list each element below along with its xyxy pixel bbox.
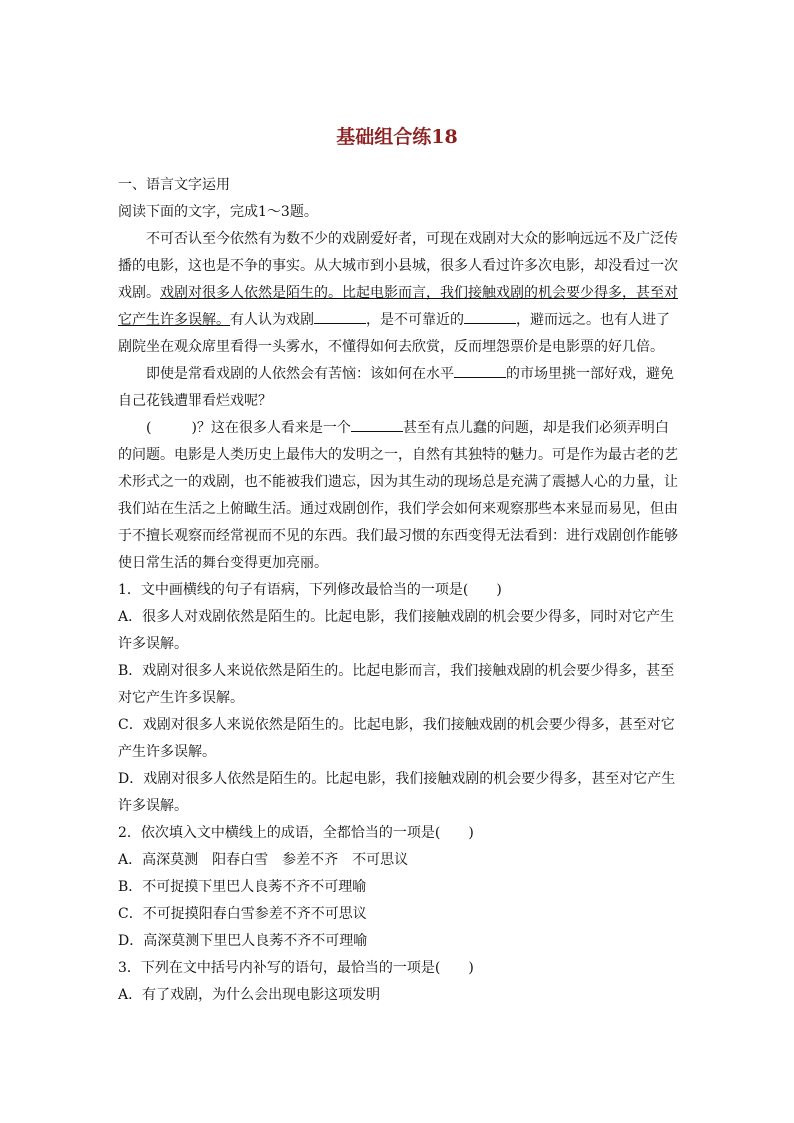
- document-body: [118, 172, 678, 1009]
- passage-text: 即使是常看戏剧的人依然会有苦恼：该如何在水平: [146, 366, 454, 382]
- page-title: 基础组合练18: [336, 126, 458, 148]
- passage-paragraph-2: [118, 361, 678, 415]
- section-heading: 一、语言文字运用: [118, 177, 230, 193]
- question-1-stem: 1．文中画横线的句子有语病，下列修改最恰当的一项是( ): [118, 582, 502, 598]
- question-2-option-a: A．高深莫测 阳春白雪 参差不齐 不可思议: [118, 852, 409, 868]
- passage-text: ，是不可靠近的: [366, 312, 464, 328]
- question-1-option-b: B．戏剧对很多人来说依然是陌生的。比起电影而言，我们接触戏剧的机会要少得多，甚至对它产生许多误解。: [118, 663, 675, 706]
- question-1-option-c: C．戏剧对很多人来说依然是陌生的。比起电影，我们接触戏剧的机会要少得多，甚至对它产生许多误解。: [118, 717, 675, 760]
- question-2-option-d: D．高深莫测下里巴人良莠不齐不可理喻: [118, 933, 368, 949]
- question-1-option-d: D．戏剧对很多人依然是陌生的。比起电影，我们接触戏剧的机会要少得多，甚至对它产生许多误解。: [118, 771, 676, 814]
- question-1-option-a: A．很多人对戏剧依然是陌生的。比起电影，我们接触戏剧的机会要少得多，同时对它产生许多误解。: [118, 609, 675, 652]
- instruction-text: 阅读下面的文字，完成1～3题。: [118, 204, 318, 220]
- passage-text: 不可否认至今依然有为数不少的戏剧爱好者，可现在戏剧对大众的影响远远不及广泛传播的电影，这也是不争的事实。从大城市到小县城，很多人看过许多次电影，却没看过一次戏剧。: [118, 231, 678, 301]
- passage-text: 的市场里挑一部好戏，避免自己花钱遭罪看烂戏呢？: [118, 366, 674, 409]
- question-3-stem: 3．下列在文中括号内补写的语句，最恰当的一项是( ): [118, 960, 474, 976]
- question-2-option-c: C．不可捉摸阳春白雪参差不齐不可思议: [118, 906, 367, 922]
- passage-text: )？这在很多人看来是一个: [191, 420, 351, 436]
- fill-blank-1: [314, 322, 366, 324]
- passage-text: 有人认为戏剧: [230, 312, 314, 328]
- paren-open: (: [146, 420, 152, 436]
- question-2-option-b: B．不可捉摸下里巴人良莠不齐不可理喻: [118, 879, 367, 895]
- question-2-stem: 2．依次填入文中横线上的成语，全都恰当的一项是( ): [118, 825, 474, 841]
- question-3-option-a: A．有了戏剧，为什么会出现电影这项发明: [118, 987, 381, 1003]
- passage-paragraph-3: [118, 415, 678, 577]
- passage-text: ，避而远之。也有人进了剧院坐在观众席里看得一头雾水，不懂得如何去欣赏，反而埋怨票价是电影票的好几倍。: [118, 312, 670, 355]
- fill-blank-4: [351, 430, 403, 432]
- underlined-sentence: 戏剧对很多人依然是陌生的。比起电影而言，我们接触戏剧的机会要少得多，甚至对它产生许多误解。: [118, 285, 678, 328]
- fill-blank-3: [454, 376, 506, 378]
- passage-text: 甚至有点儿蠢的问题，却是我们必须弄明白的问题。电影是人类历史上最伟大的发明之一，自然有其独特的魅力。可是作为最古老的艺术形式之一的戏剧，也不能被我们遗忘，因为其生动的现场总是充满了震撼人心的力量，让我们站在生活之上俯瞰生活。通过戏剧创作，我们学会如何来观察那些本来显而易见，但由于不擅长观察而经常视而不见的东西。我们最习惯的东西变得无法看到：进行戏剧创作能够使日常生活的舞台变得更加亮丽。: [118, 420, 678, 571]
- passage-paragraph-1: [118, 226, 678, 361]
- fill-blank-2: [464, 322, 516, 324]
